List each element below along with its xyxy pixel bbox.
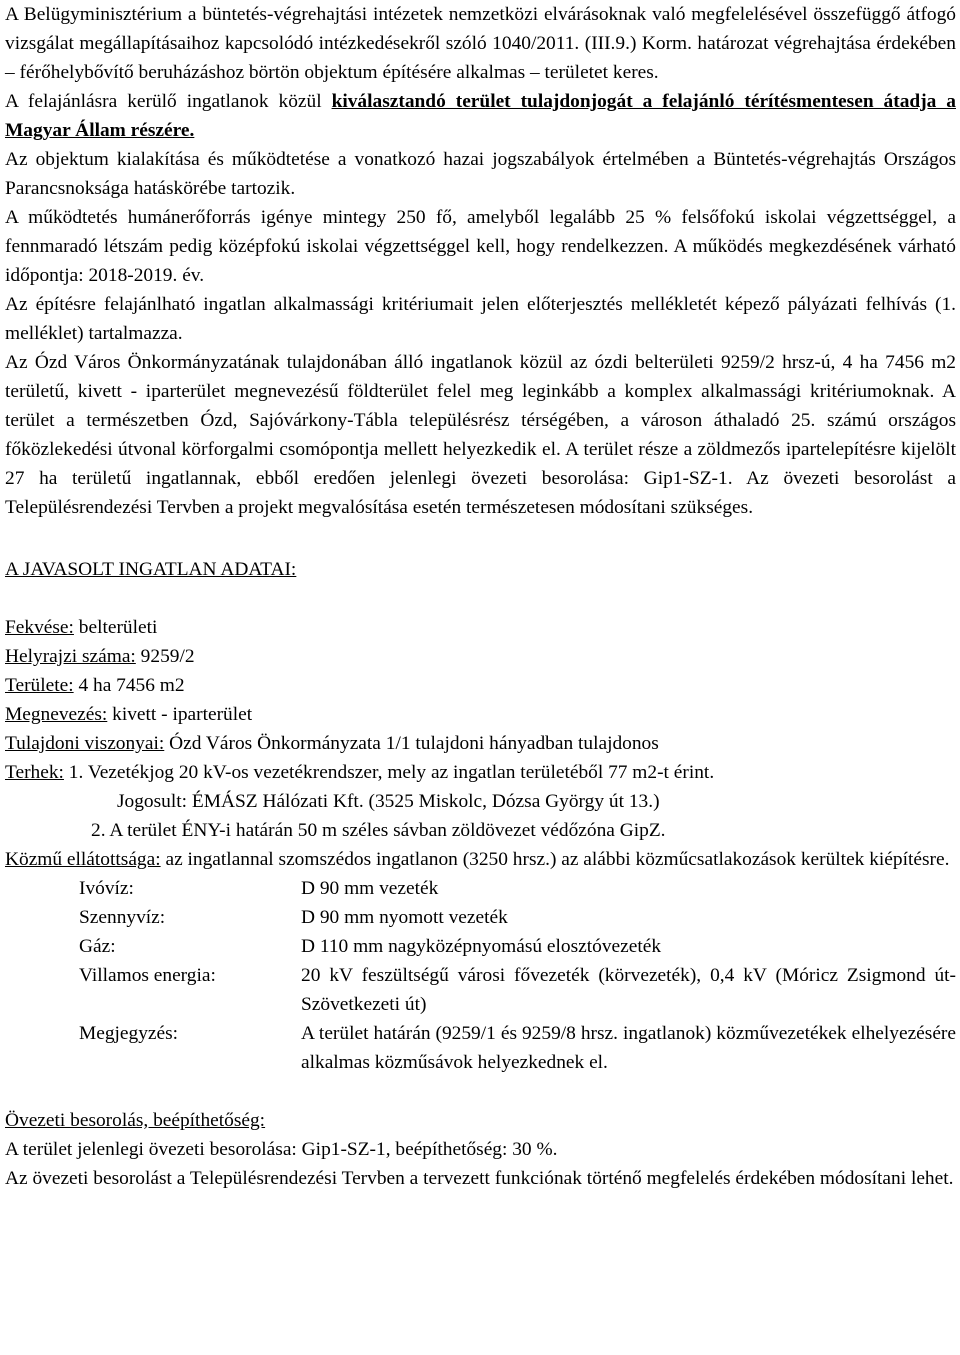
intro-paragraph-4: A működtetés humánerőforrás igénye mintegy 250 fő, amelyből legalább 25 % felsőfokú iskolai végzettséggel, a fennmaradó létszám pedig középfokú iskolai végzettséggel kell, hogy rendelkezzen. A működés megkezdésének várható időpontja: 2018-2019. év. <box>5 207 956 286</box>
field-area-label: Területe: <box>5 675 74 696</box>
utility-value: D 110 mm nagyközépnyomású elosztóvezeték <box>301 936 662 957</box>
field-location-label: Fekvése: <box>5 617 74 638</box>
field-designation-label: Megnevezés: <box>5 704 108 725</box>
field-burden-1: 1. Vezetékjog 20 kV-os vezetékrendszer, mely az ingatlan területéből 77 m2-t érint. <box>63 762 715 783</box>
field-ownership <box>5 729 956 758</box>
utility-value: D 90 mm nyomott vezeték <box>301 907 508 928</box>
utility-label: Gáz: <box>79 936 116 957</box>
field-utilities <box>5 845 956 874</box>
field-burdens-label: Terhek: <box>5 762 64 783</box>
utility-value: 20 kV feszültségű városi fővezeték (körvezeték), 0,4 kV (Móricz Zsigmond út-Szövetkezeti út) <box>301 965 956 1015</box>
utility-label: Villamos energia: <box>79 965 216 986</box>
zoning-line-2: Az övezeti besorolást a Településrendezési Tervben a tervezett funkciónak történő megfelelés érdekében módosítani lehet. <box>5 1168 954 1189</box>
field-ownership-value: Ózd Város Önkormányzata 1/1 tulajdoni hányadban tulajdonos <box>164 733 659 754</box>
intro-paragraph-2 <box>5 87 956 145</box>
utility-value: D 90 mm vezeték <box>301 878 439 899</box>
field-utilities-label: Közmű ellátottsága: <box>5 849 161 870</box>
field-burden-2: 2. A terület ÉNY-i határán 50 m széles sávban zöldövezet védőzóna GipZ. <box>91 820 666 841</box>
field-location <box>5 613 956 642</box>
field-burdens <box>5 758 956 787</box>
intro-paragraph-2-emphasis: kiválasztandó terület tulajdonjogát a felajánló térítésmentesen átadja a Magyar Állam részére. <box>5 91 956 141</box>
utility-row-water <box>5 874 956 903</box>
field-location-value: belterületi <box>73 617 158 638</box>
intro-paragraph-1: A Belügyminisztérium a büntetés-végrehajtási intézetek nemzetközi elvárásoknak való megfelelésével összefüggő átfogó vizsgálat megállapításaihoz kapcsolódó intézkedésekről szóló 1040/2011. (III.9.) Korm. határozat végrehajtása érdekében – férőhelybővítő beruházáshoz börtön objektum építésére alkalmas – területet keres. <box>5 4 956 83</box>
intro-paragraph-3: Az objektum kialakítása és működtetése a vonatkozó hazai jogszabályok értelmében a Büntetés-végrehajtás Országos Parancsnoksága hatáskörébe tartozik. <box>5 149 956 199</box>
utility-label: Szennyvíz: <box>79 907 166 928</box>
zoning-title: Övezeti besorolás, beépíthetőség: <box>5 1110 266 1131</box>
intro-paragraph-5: Az építésre felajánlható ingatlan alkalmassági kritériumait jelen előterjesztés mellékletét képező pályázati felhívás (1. melléklet) tartalmazza. <box>5 294 956 344</box>
field-ownership-label: Tulajdoni viszonyai: <box>5 733 165 754</box>
field-utilities-value: az ingatlannal szomszédos ingatlanon (3250 hrsz.) az alábbi közműcsatlakozások kerültek kiépítésre. <box>160 849 950 870</box>
field-area-value: 4 ha 7456 m2 <box>73 675 185 696</box>
intro-paragraph-2-prefix: A felajánlásra kerülő ingatlanok közül <box>5 91 332 112</box>
utilities-list <box>5 874 956 1077</box>
utility-row-note <box>5 1019 956 1077</box>
spacer <box>5 1077 956 1106</box>
field-designation-value: kivett - iparterület <box>107 704 253 725</box>
section-title: A JAVASOLT INGATLAN ADATAI: <box>5 559 297 580</box>
utility-label: Megjegyzés: <box>79 1023 179 1044</box>
utility-row-electricity <box>5 961 956 1019</box>
zoning-line-1: A terület jelenlegi övezeti besorolása: Gip1-SZ-1, beépíthetőség: 30 %. <box>5 1139 558 1160</box>
utility-row-gas <box>5 932 956 961</box>
utility-row-sewage <box>5 903 956 932</box>
field-lot-number <box>5 642 956 671</box>
utility-value: A terület határán (9259/1 és 9259/8 hrsz. ingatlanok) közművezetékek elhelyezésére alkalmas közműsávok helyezkednek el. <box>301 1023 956 1073</box>
intro-paragraph-6: Az Ózd Város Önkormányzatának tulajdonában álló ingatlanok közül az ózdi belterületi 9259/2 hrsz-ú, 4 ha 7456 m2 területű, kivett - iparterület megnevezésű földterület felel meg leginkább a komplex alkalmassági kritériumoknak. A terület a természetben Ózd, Sajóvárkony-Tábla településrész térségében, a városon áthaladó 25. számú országos főközlekedési útvonal körforgalmi csomópontja mellett helyezkedik el. A terület része a zöldmezős ipartelepítésre kijelölt 27 ha területű ingatlannak, ebből eredően jelenlegi övezeti besorolása: Gip1-SZ-1. Az övezeti besorolást a Településrendezési Tervben a projekt megvalósítása esetén természetesen módosítani szükséges. <box>5 352 956 518</box>
field-lot-number-label: Helyrajzi száma: <box>5 646 136 667</box>
utility-label: Ivóvíz: <box>79 878 134 899</box>
field-area <box>5 671 956 700</box>
field-lot-number-value: 9259/2 <box>135 646 195 667</box>
field-burden-1-holder: Jogosult: ÉMÁSZ Hálózati Kft. (3525 Miskolc, Dózsa György út 13.) <box>117 791 660 812</box>
field-designation <box>5 700 956 729</box>
